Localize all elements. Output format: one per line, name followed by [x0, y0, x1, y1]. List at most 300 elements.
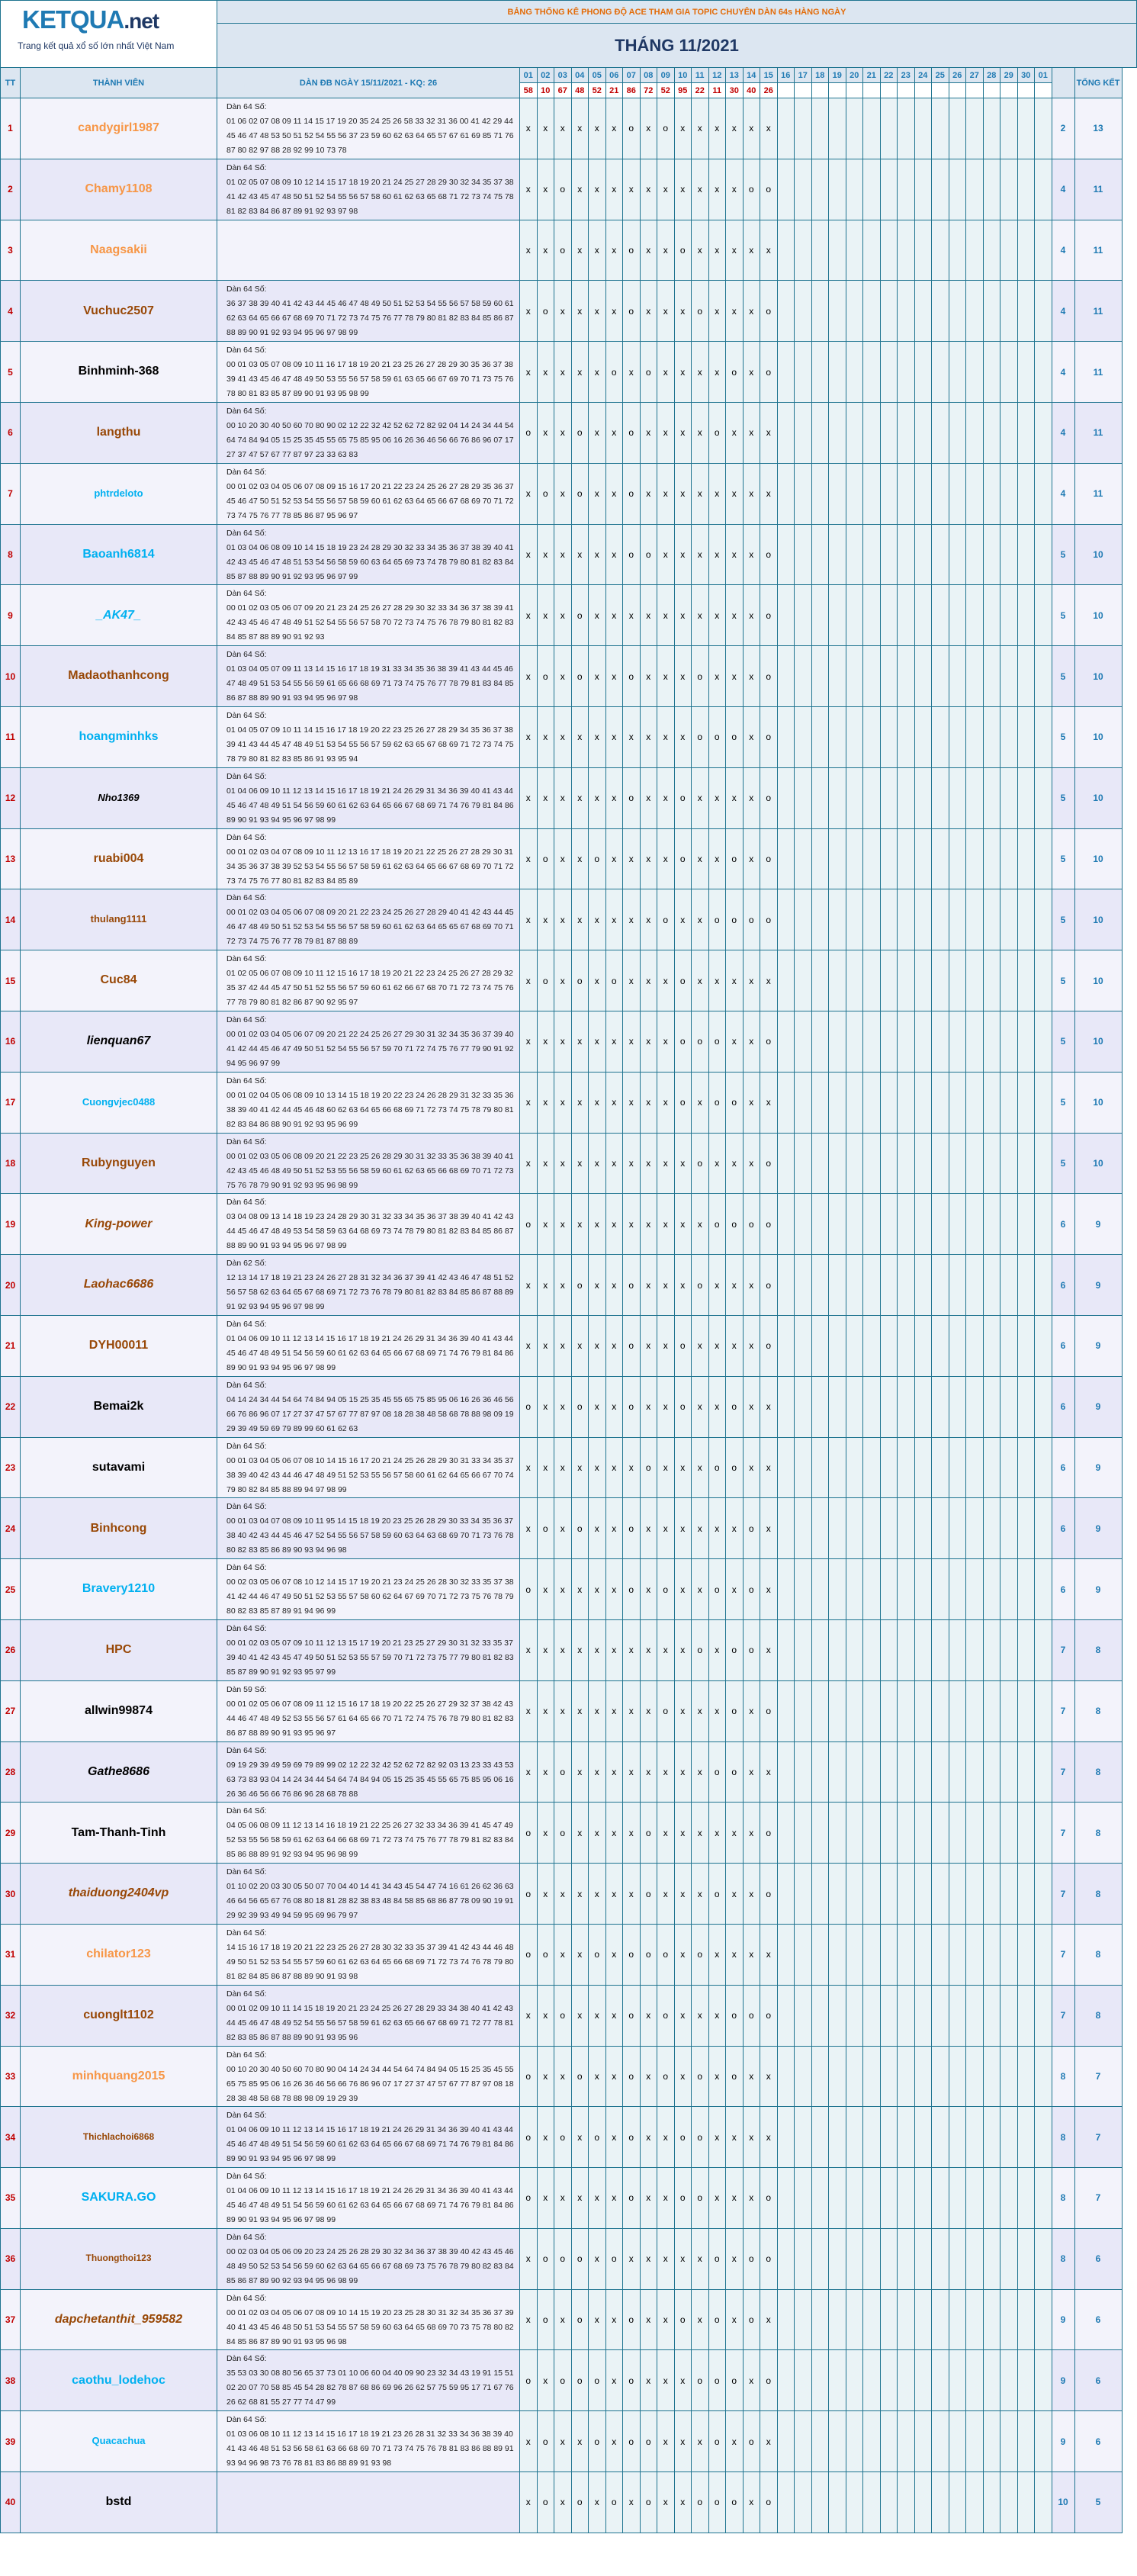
result-mark: x: [623, 706, 641, 767]
member-name[interactable]: Chamy1108: [21, 159, 217, 220]
result-mark: [829, 828, 846, 889]
result-mark: [880, 402, 898, 463]
member-name[interactable]: Tam-Thanh-Tinh: [21, 1803, 217, 1864]
result-mark: x: [537, 159, 554, 220]
result-mark: o: [520, 2046, 538, 2107]
result-mark: x: [640, 463, 657, 524]
result-mark: [846, 2472, 863, 2533]
result-mark: o: [554, 159, 572, 220]
result-mark: [777, 2107, 795, 2168]
member-name[interactable]: bstd: [21, 2472, 217, 2533]
result-mark: x: [605, 1559, 623, 1620]
result-mark: x: [554, 1376, 572, 1437]
result-mark: x: [520, 1255, 538, 1316]
member-name[interactable]: _AK47_: [21, 585, 217, 646]
result-mark: o: [760, 281, 778, 342]
result-mark: [1017, 646, 1035, 707]
result-mark: x: [640, 1255, 657, 1316]
result-mark: [1000, 2228, 1018, 2289]
member-name[interactable]: Nho1369: [21, 767, 217, 828]
result-mark: x: [743, 463, 760, 524]
result-mark: [949, 1133, 966, 1194]
result-mark: [1000, 1315, 1018, 1376]
member-name[interactable]: SAKURA.GO: [21, 2168, 217, 2229]
result-mark: [983, 1133, 1000, 1194]
list-label: Dàn 64 Số:: [226, 1928, 267, 1938]
result-mark: o: [726, 828, 744, 889]
result-mark: x: [554, 1133, 572, 1194]
result-mark: x: [657, 342, 675, 403]
result-mark: [966, 2472, 984, 2533]
result-mark: [880, 646, 898, 707]
result-mark: [880, 463, 898, 524]
result-mark: [983, 2411, 1000, 2472]
result-mark: x: [554, 1864, 572, 1925]
result-mark: x: [640, 159, 657, 220]
result-mark: [914, 2228, 932, 2289]
result-mark: x: [708, 585, 726, 646]
number-list: [217, 2228, 520, 2289]
result-mark: [795, 2289, 812, 2350]
result-mark: [983, 1376, 1000, 1437]
list-numbers: 01 02 05 06 07 08 09 10 11 12 15 16 17 18 19 20 21 22 23 24 25 26 27 28 29 32 35 37 42 44 45 47 50 51 52 55 56 57 59 60 61 62 66 67 68 70 71 72 73 74 75 76 77 78 79 80 81 82 86 87 90 92 95 97: [226, 969, 514, 1008]
result-mark: o: [623, 646, 641, 707]
result-mark: o: [760, 889, 778, 950]
result-mark: [777, 463, 795, 524]
result-mark: x: [554, 2472, 572, 2533]
result-mark: x: [760, 1437, 778, 1498]
result-mark: [1000, 1498, 1018, 1559]
result-mark: x: [623, 1619, 641, 1680]
row-number: 39: [1, 2411, 21, 2472]
day-result: 48: [571, 83, 589, 98]
result-mark: [829, 2107, 846, 2168]
day-header: 12: [708, 68, 726, 83]
result-mark: [846, 159, 863, 220]
result-mark: o: [571, 2350, 589, 2411]
row-number: 34: [1, 2107, 21, 2168]
result-mark: [1035, 889, 1052, 950]
number-list: [217, 220, 520, 281]
total-miss: 5: [1052, 1072, 1074, 1133]
result-mark: [846, 1376, 863, 1437]
result-mark: [777, 2046, 795, 2107]
result-mark: x: [640, 1194, 657, 1255]
result-mark: o: [589, 2107, 606, 2168]
total-miss: 9: [1052, 2350, 1074, 2411]
result-mark: x: [537, 1315, 554, 1376]
result-mark: [949, 2046, 966, 2107]
result-mark: [880, 828, 898, 889]
number-list: [217, 1741, 520, 1803]
member-name[interactable]: candygirl1987: [21, 98, 217, 159]
result-mark: [898, 2350, 915, 2411]
member-name[interactable]: Madaothanhcong: [21, 646, 217, 707]
result-mark: [777, 1072, 795, 1133]
result-mark: x: [520, 585, 538, 646]
result-mark: x: [760, 2289, 778, 2350]
number-list: [217, 2107, 520, 2168]
result-mark: [932, 342, 949, 403]
number-list: [217, 1803, 520, 1864]
member-name[interactable]: Laohac6686: [21, 1255, 217, 1316]
result-mark: [932, 2107, 949, 2168]
result-mark: [898, 1864, 915, 1925]
result-mark: [914, 1803, 932, 1864]
result-mark: x: [726, 463, 744, 524]
result-mark: [966, 1680, 984, 1741]
member-name[interactable]: hoangminhks: [21, 706, 217, 767]
result-mark: x: [726, 159, 744, 220]
result-mark: [795, 767, 812, 828]
result-mark: [795, 402, 812, 463]
result-mark: x: [657, 1072, 675, 1133]
result-mark: o: [537, 1924, 554, 1985]
member-name[interactable]: lienquan67: [21, 1011, 217, 1072]
result-mark: x: [605, 585, 623, 646]
result-mark: [863, 98, 881, 159]
result-mark: o: [692, 706, 709, 767]
result-mark: [1017, 220, 1035, 281]
result-mark: [966, 1803, 984, 1864]
result-mark: [795, 1924, 812, 1985]
result-mark: [983, 2107, 1000, 2168]
result-mark: o: [708, 402, 726, 463]
member-name[interactable]: Thuongthoi123: [21, 2228, 217, 2289]
result-mark: x: [657, 1619, 675, 1680]
member-name[interactable]: caothu_lodehoc: [21, 2350, 217, 2411]
result-mark: [811, 2411, 829, 2472]
result-mark: x: [708, 767, 726, 828]
result-mark: o: [554, 1985, 572, 2046]
result-mark: [846, 2107, 863, 2168]
day-header: 02: [537, 68, 554, 83]
result-mark: [898, 1559, 915, 1620]
row-number: 38: [1, 2350, 21, 2411]
result-mark: [949, 2472, 966, 2533]
member-name[interactable]: Quacachua: [21, 2411, 217, 2472]
result-mark: x: [589, 1133, 606, 1194]
result-mark: [777, 342, 795, 403]
list-numbers: 01 04 06 09 10 11 12 13 14 15 16 17 18 19 21 24 26 29 31 34 36 39 40 41 43 44 45 46 47 48 49 51 54 56 59 60 61 62 63 64 65 66 67 68 69 71 74 76 79 81 84 86 89 90 91 93 94 95 96 97 98 99: [226, 1333, 514, 1372]
result-mark: [1000, 767, 1018, 828]
result-mark: o: [520, 402, 538, 463]
result-mark: [880, 1072, 898, 1133]
result-mark: x: [726, 1315, 744, 1376]
result-mark: [949, 1680, 966, 1741]
result-mark: [777, 2168, 795, 2229]
result-mark: [795, 1376, 812, 1437]
result-mark: [777, 402, 795, 463]
member-name[interactable]: thulang1111: [21, 889, 217, 950]
result-mark: [1035, 2228, 1052, 2289]
member-name[interactable]: Cuongvjec0488: [21, 1072, 217, 1133]
result-mark: [777, 220, 795, 281]
result-mark: x: [571, 828, 589, 889]
number-list: [217, 828, 520, 889]
total-hit: 10: [1074, 646, 1122, 707]
list-label: Dàn 64 Số:: [226, 1745, 267, 1755]
table-row: [1, 767, 1137, 828]
member-name[interactable]: langthu: [21, 402, 217, 463]
row-number: 20: [1, 1255, 21, 1316]
total-hit: 11: [1074, 463, 1122, 524]
number-list: [217, 1011, 520, 1072]
result-mark: x: [554, 889, 572, 950]
result-mark: x: [726, 2228, 744, 2289]
result-mark: [1035, 706, 1052, 767]
result-mark: x: [760, 1072, 778, 1133]
result-mark: [932, 2046, 949, 2107]
result-mark: x: [692, 1680, 709, 1741]
table-row: [1, 1864, 1137, 1925]
result-mark: [1000, 463, 1018, 524]
result-mark: x: [708, 98, 726, 159]
result-mark: [846, 1741, 863, 1803]
result-mark: x: [571, 1985, 589, 2046]
result-mark: [811, 524, 829, 585]
result-mark: [983, 1741, 1000, 1803]
result-mark: [846, 1619, 863, 1680]
total-hit: 11: [1074, 281, 1122, 342]
member-name[interactable]: Cuc84: [21, 950, 217, 1011]
member-name[interactable]: sutavami: [21, 1437, 217, 1498]
result-mark: x: [520, 220, 538, 281]
result-mark: x: [605, 1133, 623, 1194]
result-mark: o: [674, 767, 692, 828]
member-name[interactable]: thaiduong2404vp: [21, 1864, 217, 1925]
result-mark: [949, 646, 966, 707]
result-mark: o: [726, 2472, 744, 2533]
result-mark: [846, 585, 863, 646]
result-mark: [914, 2472, 932, 2533]
result-mark: [932, 1864, 949, 1925]
member-name[interactable]: minhquang2015: [21, 2046, 217, 2107]
result-mark: [949, 2168, 966, 2229]
result-mark: [863, 1315, 881, 1376]
total-miss: 6: [1052, 1315, 1074, 1376]
result-mark: o: [571, 402, 589, 463]
member-name[interactable]: phtrdeloto: [21, 463, 217, 524]
member-name[interactable]: DYH00011: [21, 1315, 217, 1376]
list-numbers: 03 04 08 09 13 14 18 19 23 24 28 29 30 31 32 33 34 35 36 37 38 39 40 41 42 43 44 45 46 47 48 49 53 54 58 59 63 64 68 69 73 74 78 79 80 81 82 83 84 85 86 87 88 89 90 91 93 94 95 96 97 98 99: [226, 1212, 514, 1251]
result-mark: x: [589, 1194, 606, 1255]
result-mark: [829, 159, 846, 220]
member-name[interactable]: Rubynguyen: [21, 1133, 217, 1194]
result-mark: [914, 1133, 932, 1194]
member-name[interactable]: Vuchuc2507: [21, 281, 217, 342]
result-mark: x: [657, 1803, 675, 1864]
result-mark: x: [605, 828, 623, 889]
result-mark: [1000, 1803, 1018, 1864]
result-mark: [811, 463, 829, 524]
site-logo[interactable]: [1, 1, 217, 68]
result-mark: x: [520, 1072, 538, 1133]
result-mark: [1017, 2350, 1035, 2411]
member-name[interactable]: chilator123: [21, 1924, 217, 1985]
day-header: 15: [760, 68, 778, 83]
member-name[interactable]: Baoanh6814: [21, 524, 217, 585]
result-mark: x: [640, 2168, 657, 2229]
total-miss: 8: [1052, 2107, 1074, 2168]
member-name[interactable]: ruabi004: [21, 828, 217, 889]
member-name[interactable]: Gathe8686: [21, 1741, 217, 1803]
result-mark: o: [520, 1376, 538, 1437]
result-mark: x: [589, 1011, 606, 1072]
result-mark: [898, 159, 915, 220]
result-mark: x: [674, 1680, 692, 1741]
result-mark: o: [743, 159, 760, 220]
result-mark: [983, 2046, 1000, 2107]
result-mark: o: [657, 98, 675, 159]
member-name[interactable]: Thichlachoi6868: [21, 2107, 217, 2168]
result-mark: [846, 1072, 863, 1133]
result-mark: [795, 281, 812, 342]
result-mark: x: [589, 281, 606, 342]
result-mark: o: [520, 1194, 538, 1255]
member-name[interactable]: allwin99874: [21, 1680, 217, 1741]
result-mark: [863, 1011, 881, 1072]
result-mark: [795, 1680, 812, 1741]
result-mark: x: [605, 220, 623, 281]
result-mark: [949, 706, 966, 767]
result-mark: o: [571, 1255, 589, 1316]
result-mark: [863, 2472, 881, 2533]
member-name[interactable]: dapchetanthit_959582: [21, 2289, 217, 2350]
member-name[interactable]: Binhcong: [21, 1498, 217, 1559]
result-mark: [983, 1315, 1000, 1376]
result-mark: x: [554, 950, 572, 1011]
result-mark: [846, 342, 863, 403]
result-mark: [1035, 463, 1052, 524]
table-title: BẢNG THỐNG KÊ PHONG ĐỘ ACE THAM GIA TOPIC CHUYÊN DÀN 64s HÀNG NGÀY: [217, 1, 1137, 24]
day-header: 01: [520, 68, 538, 83]
result-mark: [863, 2046, 881, 2107]
result-mark: x: [623, 1072, 641, 1133]
number-list: [217, 1376, 520, 1437]
result-mark: [1000, 706, 1018, 767]
result-mark: x: [589, 1559, 606, 1620]
result-mark: x: [760, 1924, 778, 1985]
result-mark: x: [726, 2107, 744, 2168]
result-mark: [880, 1924, 898, 1985]
result-mark: [811, 1498, 829, 1559]
member-name[interactable]: cuonglt1102: [21, 1985, 217, 2046]
result-mark: [829, 2472, 846, 2533]
result-mark: [829, 1315, 846, 1376]
result-mark: [914, 1924, 932, 1985]
result-mark: [932, 1255, 949, 1316]
total-miss: 5: [1052, 706, 1074, 767]
result-mark: x: [640, 1011, 657, 1072]
result-mark: [898, 767, 915, 828]
result-mark: [1000, 1924, 1018, 1985]
result-mark: o: [708, 2228, 726, 2289]
result-mark: [880, 2411, 898, 2472]
result-mark: [880, 2107, 898, 2168]
list-label: Dàn 64 Số:: [226, 1198, 267, 1208]
result-mark: x: [571, 1803, 589, 1864]
result-mark: x: [743, 2350, 760, 2411]
result-mark: [1000, 2107, 1018, 2168]
result-mark: [1000, 1376, 1018, 1437]
result-mark: [898, 220, 915, 281]
member-name[interactable]: Binhminh-368: [21, 342, 217, 403]
result-mark: o: [760, 2228, 778, 2289]
result-mark: [983, 585, 1000, 646]
list-numbers: 00 01 02 03 04 05 06 07 09 20 21 22 24 25 26 27 29 30 31 32 34 35 36 37 39 40 41 42 44 45 46 47 49 50 51 52 54 55 56 57 59 70 71 72 74 75 76 77 79 90 91 92 94 95 96 97 99: [226, 1029, 514, 1068]
result-mark: [983, 524, 1000, 585]
member-name[interactable]: Bravery1210: [21, 1559, 217, 1620]
result-mark: [1000, 1133, 1018, 1194]
result-mark: [863, 2350, 881, 2411]
result-mark: o: [760, 1255, 778, 1316]
day-header: 19: [829, 68, 846, 83]
list-numbers: 00 01 02 03 04 05 06 07 08 09 15 16 17 20 21 22 23 24 25 26 27 28 29 35 36 37 45 46 47 50 51 52 53 54 55 56 57 58 59 60 61 62 63 64 65 66 67 68 69 70 71 72 73 74 75 76 77 78 85 86 87 95 96 97: [226, 481, 514, 520]
result-mark: x: [537, 889, 554, 950]
result-mark: o: [726, 1437, 744, 1498]
result-mark: [898, 1011, 915, 1072]
result-mark: [863, 2107, 881, 2168]
result-mark: x: [554, 2289, 572, 2350]
result-mark: x: [640, 2107, 657, 2168]
result-mark: [949, 2411, 966, 2472]
total-hit: 10: [1074, 1011, 1122, 1072]
result-mark: x: [605, 2411, 623, 2472]
result-mark: o: [760, 1985, 778, 2046]
row-number: 27: [1, 1680, 21, 1741]
total-hit: 8: [1074, 1985, 1122, 2046]
result-mark: x: [520, 2289, 538, 2350]
result-mark: o: [554, 2107, 572, 2168]
result-mark: [914, 1985, 932, 2046]
result-mark: [914, 281, 932, 342]
result-mark: o: [605, 950, 623, 1011]
member-name[interactable]: HPC: [21, 1619, 217, 1680]
result-mark: [863, 1437, 881, 1498]
member-name[interactable]: King-power: [21, 1194, 217, 1255]
result-mark: o: [674, 1376, 692, 1437]
result-mark: [983, 2350, 1000, 2411]
result-mark: [932, 828, 949, 889]
result-mark: [795, 2107, 812, 2168]
result-mark: x: [520, 767, 538, 828]
result-mark: [1000, 585, 1018, 646]
result-mark: x: [520, 889, 538, 950]
number-list: [217, 1985, 520, 2046]
result-mark: o: [623, 1924, 641, 1985]
total-miss: 5: [1052, 828, 1074, 889]
total-miss: 4: [1052, 463, 1074, 524]
number-list: [217, 2350, 520, 2411]
result-mark: x: [554, 2046, 572, 2107]
member-name[interactable]: Naagsakii: [21, 220, 217, 281]
result-mark: x: [520, 2228, 538, 2289]
list-label: Dàn 64 Số:: [226, 2050, 267, 2060]
result-mark: x: [571, 2107, 589, 2168]
row-number: 6: [1, 402, 21, 463]
result-mark: o: [571, 950, 589, 1011]
result-mark: x: [640, 585, 657, 646]
result-mark: [829, 1619, 846, 1680]
result-mark: [863, 1072, 881, 1133]
row-number: 3: [1, 220, 21, 281]
result-mark: o: [520, 2168, 538, 2229]
result-mark: [795, 1011, 812, 1072]
day-result: [795, 83, 812, 98]
list-label: Dàn 64 Số:: [226, 1015, 267, 1024]
member-name[interactable]: Bemai2k: [21, 1376, 217, 1437]
